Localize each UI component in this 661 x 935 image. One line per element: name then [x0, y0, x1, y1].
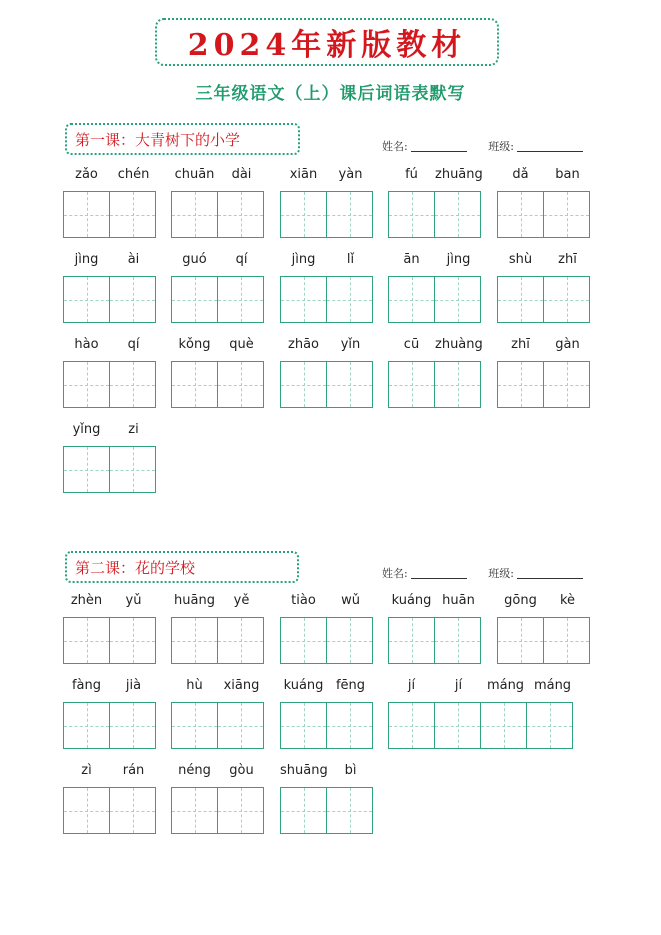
word-entry — [63, 593, 157, 664]
writing-cell[interactable] — [218, 191, 264, 238]
writing-cell[interactable] — [497, 276, 544, 323]
student-info-1 — [382, 138, 583, 154]
writing-boxes — [497, 191, 591, 238]
pinyin-syllable: jìng — [446, 252, 471, 267]
pinyin-row — [63, 422, 157, 442]
pinyin-syllable: dài — [231, 167, 252, 182]
pinyin-syllable: kǒng — [178, 337, 211, 352]
writing-cell[interactable] — [110, 191, 156, 238]
pinyin-syllable: zhī — [511, 337, 530, 352]
word-entry — [171, 167, 265, 238]
pinyin-syllable: ān — [403, 252, 420, 267]
word-entry — [280, 167, 374, 238]
writing-boxes — [63, 276, 157, 323]
writing-boxes — [388, 276, 482, 323]
pinyin-syllable: zǎo — [75, 167, 98, 182]
writing-boxes — [497, 361, 591, 408]
writing-cell[interactable] — [110, 617, 156, 664]
pinyin-syllable: zhuāng — [435, 167, 483, 182]
writing-cell[interactable] — [110, 702, 156, 749]
writing-boxes — [63, 191, 157, 238]
pinyin-syllable: gòu — [229, 763, 254, 778]
writing-boxes — [280, 787, 374, 834]
pinyin-syllable: lǐ — [346, 252, 355, 267]
class-blank[interactable] — [517, 577, 583, 579]
writing-cell[interactable] — [435, 276, 481, 323]
writing-cell[interactable] — [435, 617, 481, 664]
writing-cell[interactable] — [327, 617, 373, 664]
word-entry — [388, 678, 576, 749]
pinyin-syllable: zhèn — [70, 593, 103, 608]
writing-cell[interactable] — [388, 191, 435, 238]
writing-cell[interactable] — [280, 702, 327, 749]
writing-cell[interactable] — [388, 702, 435, 749]
pinyin-syllable: bì — [344, 763, 357, 778]
pinyin-row — [63, 763, 157, 783]
pinyin-row — [280, 593, 374, 613]
word-entry — [171, 678, 265, 749]
writing-cell[interactable] — [218, 276, 264, 323]
writing-cell[interactable] — [435, 702, 481, 749]
pinyin-syllable: xiāng — [223, 678, 260, 693]
pinyin-row — [171, 337, 265, 357]
pinyin-syllable: dǎ — [512, 167, 529, 182]
writing-cell[interactable] — [388, 276, 435, 323]
writing-cell[interactable] — [327, 787, 373, 834]
writing-cell[interactable] — [171, 276, 218, 323]
pinyin-syllable: wǔ — [341, 593, 360, 608]
pinyin-syllable: zhuàng — [435, 337, 483, 352]
lesson-title-1: 第一课：大青树下的小学 — [65, 123, 300, 155]
writing-cell[interactable] — [280, 361, 327, 408]
writing-cell[interactable] — [63, 361, 110, 408]
page-subtitle: 三年级语文（上）课后词语表默写 — [195, 84, 466, 104]
writing-cell[interactable] — [497, 617, 544, 664]
writing-cell[interactable] — [110, 276, 156, 323]
writing-cell[interactable] — [63, 276, 110, 323]
pinyin-syllable: qí — [127, 337, 140, 352]
word-entry — [388, 252, 482, 323]
writing-boxes — [280, 361, 374, 408]
pinyin-row — [497, 167, 591, 187]
pinyin-syllable: zì — [81, 763, 92, 778]
class-label: 班级: — [488, 140, 514, 153]
word-entry — [63, 337, 157, 408]
name-label: 姓名: — [382, 140, 408, 153]
writing-boxes — [63, 361, 157, 408]
pinyin-syllable: guó — [182, 252, 207, 267]
pinyin-syllable: gōng — [504, 593, 537, 608]
word-entry — [63, 167, 157, 238]
word-entry — [171, 593, 265, 664]
word-entry — [497, 252, 591, 323]
writing-cell[interactable] — [110, 446, 156, 493]
pinyin-syllable: yǐn — [340, 337, 361, 352]
writing-cell[interactable] — [171, 617, 218, 664]
word-entry — [497, 337, 591, 408]
word-entry — [497, 167, 591, 238]
pinyin-row — [171, 593, 265, 613]
word-entry — [63, 678, 157, 749]
word-entry — [171, 763, 265, 834]
writing-cell[interactable] — [481, 702, 527, 749]
pinyin-syllable: ban — [555, 167, 580, 182]
pinyin-syllable: yǔ — [125, 593, 142, 608]
pinyin-syllable: jí — [407, 678, 416, 693]
word-entry — [280, 593, 374, 664]
writing-boxes — [171, 787, 265, 834]
pinyin-syllable: shù — [508, 252, 533, 267]
pinyin-syllable: rán — [122, 763, 145, 778]
writing-cell[interactable] — [327, 361, 373, 408]
pinyin-row — [280, 252, 374, 272]
pinyin-syllable: jìng — [74, 252, 99, 267]
pinyin-row — [171, 763, 265, 783]
writing-cell[interactable] — [280, 276, 327, 323]
word-entry — [280, 763, 374, 834]
pinyin-row — [388, 337, 482, 357]
writing-cell[interactable] — [280, 617, 327, 664]
writing-cell[interactable] — [218, 361, 264, 408]
writing-boxes — [388, 702, 576, 749]
word-entry — [388, 593, 482, 664]
pinyin-syllable: máng — [533, 678, 572, 693]
writing-cell[interactable] — [497, 191, 544, 238]
pinyin-row — [63, 678, 157, 698]
pinyin-syllable: shuāng — [280, 763, 328, 778]
writing-boxes — [280, 702, 374, 749]
pinyin-syllable: kuáng — [391, 593, 432, 608]
writing-cell[interactable] — [327, 276, 373, 323]
lesson-title-2: 第二课：花的学校 — [65, 551, 299, 583]
writing-boxes — [171, 617, 265, 664]
word-entry — [63, 763, 157, 834]
pinyin-row — [497, 337, 591, 357]
writing-cell[interactable] — [218, 617, 264, 664]
writing-boxes — [280, 617, 374, 664]
name-blank[interactable] — [411, 150, 467, 152]
writing-cell[interactable] — [497, 361, 544, 408]
writing-boxes — [63, 446, 157, 493]
writing-boxes — [388, 191, 482, 238]
writing-cell[interactable] — [171, 361, 218, 408]
writing-cell[interactable] — [63, 446, 110, 493]
pinyin-row — [280, 678, 374, 698]
pinyin-syllable: máng — [486, 678, 525, 693]
word-entry — [388, 167, 482, 238]
writing-cell[interactable] — [527, 702, 573, 749]
writing-cell[interactable] — [544, 361, 590, 408]
pinyin-syllable: zi — [128, 422, 139, 437]
writing-boxes — [388, 361, 482, 408]
word-entry — [171, 337, 265, 408]
word-entry — [280, 678, 374, 749]
writing-cell[interactable] — [388, 361, 435, 408]
pinyin-syllable: fàng — [71, 678, 102, 693]
writing-cell[interactable] — [218, 702, 264, 749]
pinyin-syllable: ài — [127, 252, 140, 267]
pinyin-syllable: cū — [403, 337, 420, 352]
writing-boxes — [497, 617, 591, 664]
word-entry — [497, 593, 591, 664]
writing-boxes — [63, 787, 157, 834]
pinyin-row — [280, 763, 374, 783]
writing-cell[interactable] — [110, 787, 156, 834]
word-entry — [280, 252, 374, 323]
pinyin-syllable: hào — [74, 337, 99, 352]
writing-cell[interactable] — [171, 191, 218, 238]
pinyin-row — [171, 167, 265, 187]
writing-cell[interactable] — [171, 787, 218, 834]
word-entry — [63, 252, 157, 323]
pinyin-syllable: fēng — [335, 678, 366, 693]
writing-boxes — [388, 617, 482, 664]
pinyin-syllable: néng — [178, 763, 211, 778]
pinyin-row — [388, 167, 482, 187]
class-label: 班级: — [488, 567, 514, 580]
pinyin-syllable: zhī — [558, 252, 577, 267]
writing-cell[interactable] — [63, 191, 110, 238]
writing-boxes — [171, 702, 265, 749]
pinyin-row — [171, 252, 265, 272]
pinyin-syllable: kuáng — [283, 678, 324, 693]
pinyin-row — [497, 593, 591, 613]
pinyin-syllable: tiào — [291, 593, 316, 608]
pinyin-syllable: xiān — [289, 167, 318, 182]
student-info-2 — [382, 565, 583, 581]
writing-cell[interactable] — [171, 702, 218, 749]
pinyin-syllable: yǐng — [72, 422, 101, 437]
writing-cell[interactable] — [388, 617, 435, 664]
writing-cell[interactable] — [280, 191, 327, 238]
pinyin-row — [280, 167, 374, 187]
pinyin-syllable: fú — [405, 167, 418, 182]
class-blank[interactable] — [517, 150, 583, 152]
writing-cell[interactable] — [327, 191, 373, 238]
pinyin-syllable: huān — [442, 593, 475, 608]
pinyin-syllable: yàn — [338, 167, 363, 182]
writing-cell[interactable] — [435, 361, 481, 408]
pinyin-syllable: gàn — [555, 337, 580, 352]
writing-cell[interactable] — [63, 617, 110, 664]
word-entry — [171, 252, 265, 323]
pinyin-row — [171, 678, 265, 698]
pinyin-syllable: qí — [235, 252, 248, 267]
writing-boxes — [63, 617, 157, 664]
writing-cell[interactable] — [218, 787, 264, 834]
name-label: 姓名: — [382, 567, 408, 580]
writing-cell[interactable] — [63, 787, 110, 834]
writing-boxes — [280, 191, 374, 238]
page-title: 2024年新版教材 — [155, 18, 499, 66]
word-entry — [388, 337, 482, 408]
writing-cell[interactable] — [110, 361, 156, 408]
writing-boxes — [497, 276, 591, 323]
writing-cell[interactable] — [544, 276, 590, 323]
writing-boxes — [171, 276, 265, 323]
pinyin-row — [280, 337, 374, 357]
pinyin-syllable: hù — [186, 678, 203, 693]
writing-cell[interactable] — [544, 617, 590, 664]
pinyin-row — [63, 337, 157, 357]
writing-cell[interactable] — [435, 191, 481, 238]
pinyin-row — [63, 252, 157, 272]
pinyin-row — [388, 252, 482, 272]
writing-boxes — [280, 276, 374, 323]
pinyin-row — [63, 167, 157, 187]
word-entry — [63, 422, 157, 493]
pinyin-syllable: chuān — [174, 167, 215, 182]
pinyin-syllable: huāng — [174, 593, 215, 608]
writing-boxes — [171, 361, 265, 408]
pinyin-row — [388, 593, 482, 613]
writing-cell[interactable] — [280, 787, 327, 834]
writing-cell[interactable] — [544, 191, 590, 238]
name-blank[interactable] — [411, 577, 467, 579]
pinyin-syllable: què — [229, 337, 254, 352]
pinyin-syllable: jià — [125, 678, 142, 693]
word-entry — [280, 337, 374, 408]
writing-cell[interactable] — [327, 702, 373, 749]
pinyin-row — [63, 593, 157, 613]
pinyin-syllable: zhāo — [288, 337, 319, 352]
pinyin-syllable: yě — [233, 593, 250, 608]
pinyin-syllable: jìng — [291, 252, 316, 267]
writing-boxes — [171, 191, 265, 238]
pinyin-syllable: kè — [559, 593, 576, 608]
pinyin-syllable: jí — [454, 678, 463, 693]
pinyin-syllable: chén — [117, 167, 150, 182]
writing-boxes — [63, 702, 157, 749]
writing-cell[interactable] — [63, 702, 110, 749]
pinyin-row — [497, 252, 591, 272]
pinyin-row — [388, 678, 576, 698]
